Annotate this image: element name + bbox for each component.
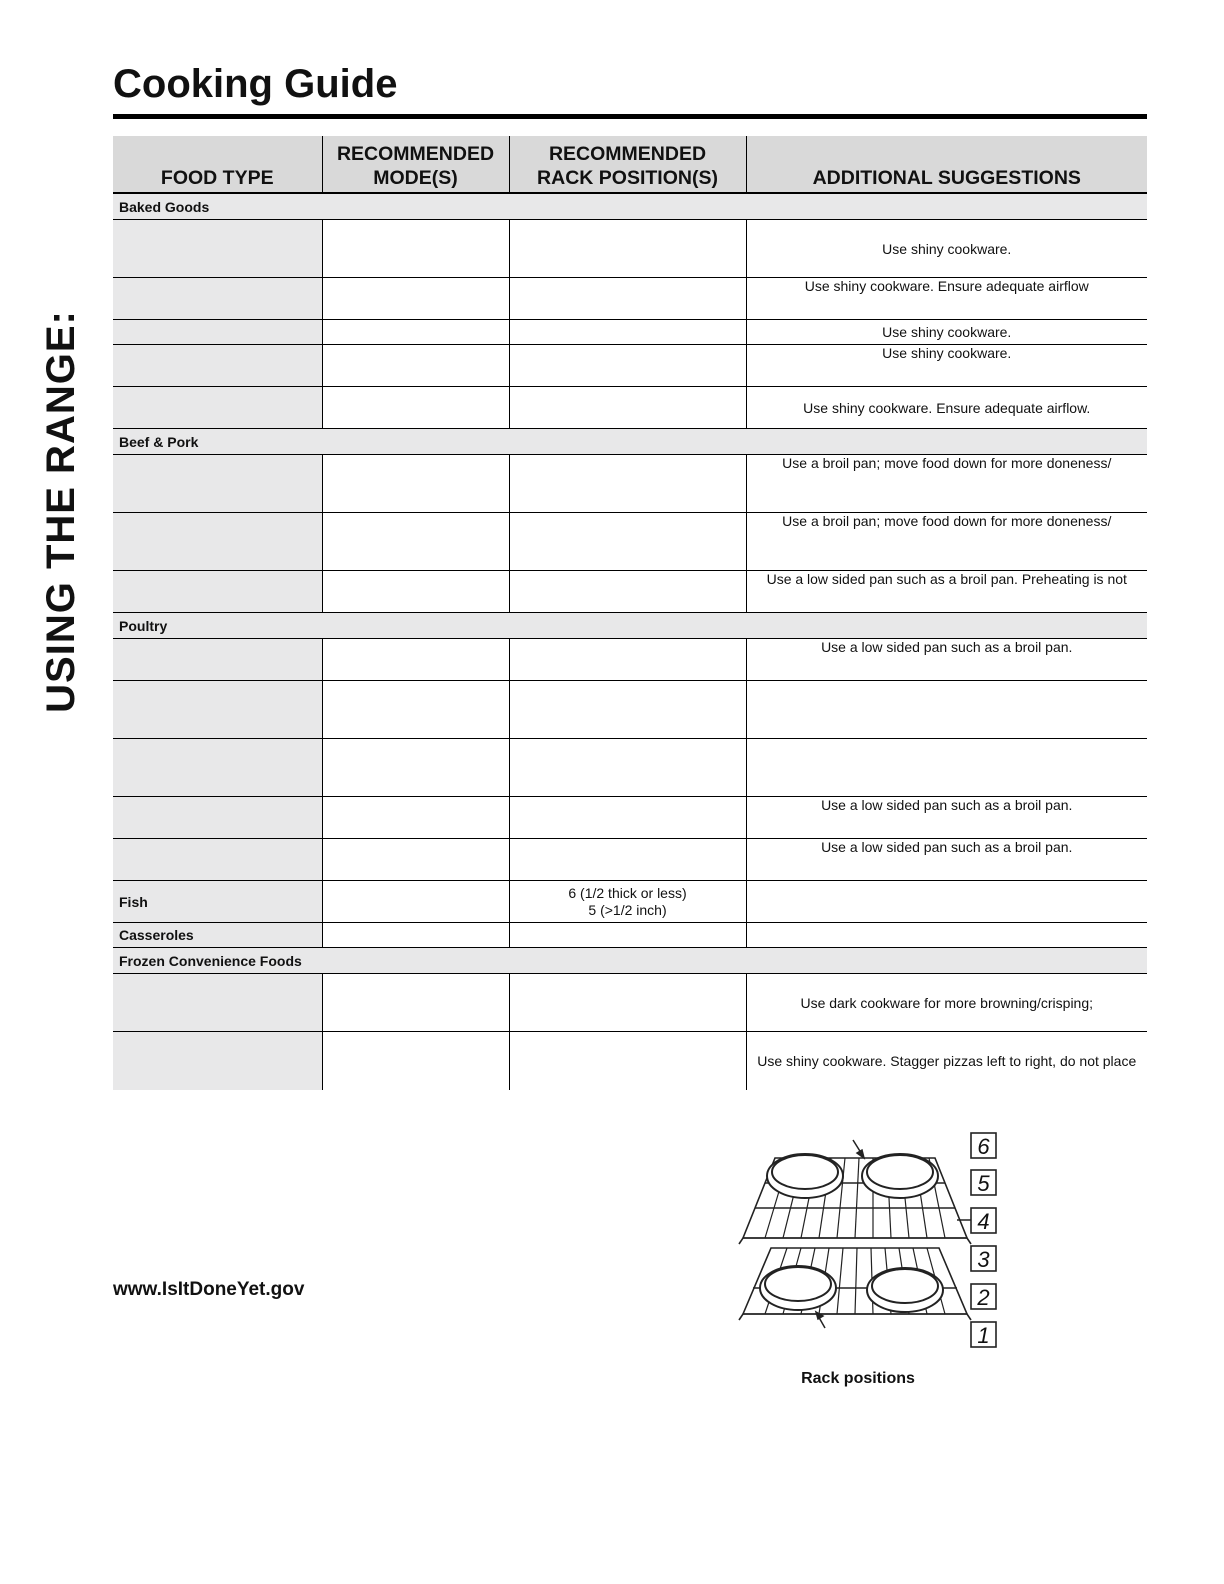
website-link[interactable]: www.IsItDoneYet.gov bbox=[113, 1279, 305, 1300]
rack-positions-diagram bbox=[735, 1128, 1005, 1353]
section-row-frozen bbox=[113, 948, 1147, 974]
section-row-beef-pork bbox=[113, 429, 1147, 455]
suggestion-cell: Use a low sided pan such as a broil pan. Preheating is not bbox=[746, 571, 1147, 613]
rack-number-boxes bbox=[971, 1133, 996, 1347]
food-label-casseroles: Casseroles bbox=[113, 923, 322, 948]
rack-number-4: 4 bbox=[977, 1209, 990, 1234]
suggestion-cell: Use shiny cookware. Ensure adequate airflow bbox=[746, 278, 1147, 320]
table-row bbox=[113, 639, 1147, 681]
section-label: Poultry bbox=[113, 613, 1147, 639]
table-header-row bbox=[113, 136, 1147, 193]
table-row-casseroles bbox=[113, 923, 1147, 948]
rack-number-6: 6 bbox=[977, 1134, 990, 1159]
table-row bbox=[113, 571, 1147, 613]
food-label-fish: Fish bbox=[113, 881, 322, 923]
table-row bbox=[113, 387, 1147, 429]
suggestion-cell: Use dark cookware for more browning/crisping; bbox=[746, 974, 1147, 1032]
section-label: Frozen Convenience Foods bbox=[113, 948, 1147, 974]
title-rule bbox=[113, 114, 1147, 119]
table-row bbox=[113, 739, 1147, 797]
suggestion-cell: Use a broil pan; move food down for more doneness/ bbox=[746, 455, 1147, 513]
section-row-baked-goods bbox=[113, 193, 1147, 220]
side-section-title bbox=[38, 309, 83, 713]
table-row bbox=[113, 797, 1147, 839]
rack-number-2: 2 bbox=[977, 1285, 990, 1310]
table-row bbox=[113, 974, 1147, 1032]
table-row bbox=[113, 1032, 1147, 1090]
table-row-fish bbox=[113, 881, 1147, 923]
section-label: Baked Goods bbox=[113, 193, 1147, 220]
suggestion-cell: Use shiny cookware. bbox=[746, 345, 1147, 387]
suggestion-cell: Use a broil pan; move food down for more doneness/ bbox=[746, 513, 1147, 571]
rack-number-1: 1 bbox=[977, 1323, 990, 1348]
suggestion-cell: Use shiny cookware. bbox=[746, 220, 1147, 278]
suggestion-cell: Use a low sided pan such as a broil pan. bbox=[746, 639, 1147, 681]
section-row-poultry bbox=[113, 613, 1147, 639]
table-row bbox=[113, 839, 1147, 881]
header-modes: RECOMMENDED MODE(S) bbox=[322, 136, 509, 193]
suggestion-cell: Use shiny cookware. Stagger pizzas left to right, do not place bbox=[757, 1052, 1137, 1069]
suggestion-cell: Use a low sided pan such as a broil pan. bbox=[746, 797, 1147, 839]
suggestion-cell: Use shiny cookware. bbox=[746, 320, 1147, 345]
page-title: Cooking Guide bbox=[113, 62, 398, 106]
suggestion-cell: Use shiny cookware. Ensure adequate airflow. bbox=[746, 387, 1147, 429]
rack-number-3: 3 bbox=[977, 1247, 990, 1272]
table-row bbox=[113, 345, 1147, 387]
header-suggestions: ADDITIONAL SUGGESTIONS bbox=[746, 136, 1147, 193]
header-rack-positions: RECOMMENDED RACK POSITION(S) bbox=[509, 136, 746, 193]
rack-number-5: 5 bbox=[977, 1171, 990, 1196]
upper-pans bbox=[767, 1154, 938, 1198]
rack-positions-caption: Rack positions bbox=[801, 1370, 915, 1387]
table-row bbox=[113, 278, 1147, 320]
side-section-title-text: USING THE RANGE: bbox=[38, 309, 83, 713]
header-food-type: FOOD TYPE bbox=[113, 136, 322, 193]
lower-pans bbox=[760, 1266, 943, 1312]
section-label: Beef & Pork bbox=[113, 429, 1147, 455]
cooking-guide-table bbox=[113, 136, 1147, 1090]
table-row bbox=[113, 681, 1147, 739]
table-row bbox=[113, 320, 1147, 345]
suggestion-cell: Use a low sided pan such as a broil pan. bbox=[746, 839, 1147, 881]
table-row bbox=[113, 455, 1147, 513]
rack-position-fish: 6 (1/2 thick or less) 5 (>1/2 inch) bbox=[509, 881, 746, 923]
table-row bbox=[113, 513, 1147, 571]
table-row bbox=[113, 220, 1147, 278]
